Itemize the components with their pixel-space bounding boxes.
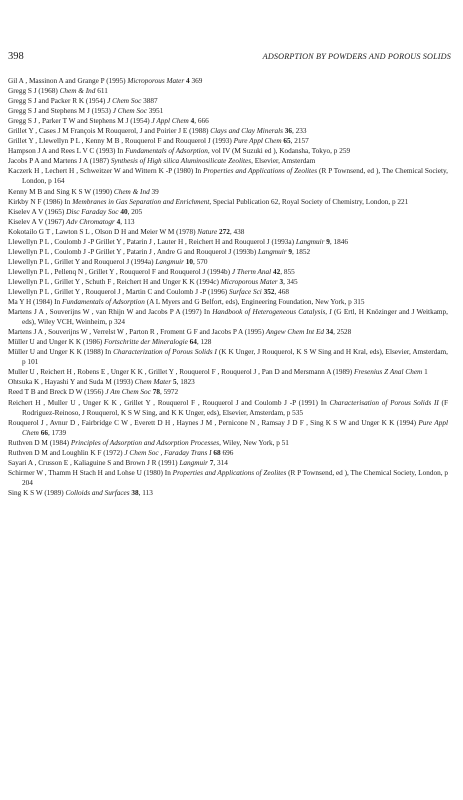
reference-text: (R P Townsend, ed ), The Chemical Society, London, p 204 xyxy=(22,468,448,487)
reference-text: , 2157 xyxy=(290,137,309,146)
reference-journal: Characterisation of Porous Solids II xyxy=(329,398,439,407)
reference-text: 39 xyxy=(149,187,159,196)
reference-journal: Microporous Mater xyxy=(127,77,185,85)
reference-text: , 438 xyxy=(229,227,245,236)
reference-entry xyxy=(8,448,448,458)
reference-entry xyxy=(8,227,448,237)
reference-text: Llewellyn P L , Grillet Y and Rouquerol J (1994a) xyxy=(8,257,156,266)
reference-text: Kiselev A V (1965) xyxy=(8,207,67,216)
reference-volume: 68 xyxy=(211,448,221,457)
reference-journal: Properties and Applications of Zeolites xyxy=(203,167,318,176)
reference-volume: 42 xyxy=(271,267,281,276)
reference-volume: 4 xyxy=(184,77,190,85)
reference-entry xyxy=(8,297,448,307)
reference-volume: 272 xyxy=(217,227,230,236)
reference-text: , Wiley, New York, p 51 xyxy=(219,438,289,447)
reference-volume: 64 xyxy=(187,338,197,347)
reference-entry xyxy=(8,146,448,156)
reference-entry xyxy=(8,307,448,327)
reference-journal: Membranes in Gas Separation and Enrichment xyxy=(72,197,210,206)
page-header xyxy=(8,51,451,63)
reference-journal: Chem Mater xyxy=(134,378,172,387)
reference-journal: Fortschritte der Mineralogie xyxy=(104,338,188,347)
reference-journal: Handbook of Heterogeneous Catalysis, I xyxy=(212,308,332,317)
reference-journal: Characterization of Porous Solids I xyxy=(113,348,217,357)
reference-journal: J Chem Soc , Faraday Trans I xyxy=(124,448,212,457)
reference-journal: Angew Chem Int Ed xyxy=(265,328,325,337)
reference-text: Kaczerk H , Lechert H , Schweitzer W and Wittern K -P (1980) In xyxy=(8,167,204,176)
reference-journal: Nature xyxy=(197,227,218,236)
reference-text: 696 xyxy=(220,448,234,457)
reference-text: Grillet Y , Llewellyn P L , Kenny M B , Rouquerol F and Rouquerol J (1993) xyxy=(8,137,234,146)
reference-entry xyxy=(8,347,448,367)
reference-text: 3887 xyxy=(141,97,158,106)
reference-entry xyxy=(8,468,448,488)
reference-entry xyxy=(8,327,448,337)
reference-entry xyxy=(8,96,448,106)
reference-text: Sing K S W (1989) xyxy=(8,488,66,497)
reference-text: , 570 xyxy=(193,257,208,266)
reference-entry xyxy=(8,187,448,197)
reference-text: Llewellyn P L , Grillet Y , Schuth F , Reichert H and Unger K K (1994c) xyxy=(8,277,221,286)
reference-volume: 36 xyxy=(282,127,293,136)
reference-journal: J Chem Soc xyxy=(107,97,142,106)
reference-text: 611 xyxy=(95,87,108,96)
reference-entry xyxy=(8,367,448,377)
reference-volume: 5 xyxy=(171,378,177,387)
reference-journal: Langmuir xyxy=(179,458,208,467)
reference-text: (F Rodriguez-Reinoso, J Rouquerol, K S W Sing, and K K Unger, eds), Elsevier, Amsterdam, p 535 xyxy=(22,398,448,417)
reference-text: 1 xyxy=(422,368,428,377)
reference-entry xyxy=(8,277,448,287)
reference-volume: 4 xyxy=(188,117,195,126)
running-header: ADSORPTION BY POWDERS AND POROUS SOLIDS xyxy=(262,52,451,61)
reference-entry xyxy=(8,387,448,397)
reference-text: Ma Y H (1984) In xyxy=(8,298,63,307)
reference-volume: 78 xyxy=(150,388,160,397)
reference-entry xyxy=(8,116,448,126)
reference-journal: J Therm Anal xyxy=(231,267,272,276)
reference-entry xyxy=(8,166,448,186)
reference-text: Martens J A , Souverijns W , Verrelst W , Parton R , Froment G F and Jacobs P A (1995) xyxy=(8,328,266,337)
reference-text: , 113 xyxy=(138,488,153,497)
reference-entry xyxy=(8,488,448,498)
reference-journal: Langmuir xyxy=(295,237,325,246)
reference-entry xyxy=(8,337,448,347)
reference-text: Kiselev A V (1967) xyxy=(8,217,67,226)
reference-text: , 5972 xyxy=(159,388,179,397)
reference-entry xyxy=(8,398,448,418)
reference-journal: Fundamentals of Adsorption xyxy=(125,147,208,156)
reference-entry xyxy=(8,197,448,207)
reference-text: 3951 xyxy=(146,107,164,116)
reference-journal: Langmuir xyxy=(155,257,184,266)
reference-text: , 2528 xyxy=(333,328,352,337)
reference-text: Grillet Y , Cases J M François M Rouquerol, J and Poirier J E (1988) xyxy=(8,127,211,136)
reference-text: , 113 xyxy=(120,217,135,226)
reference-journal: Principles of Adsorption and Adsorption Processes xyxy=(70,438,220,447)
reference-journal: Clays and Clay Minerals xyxy=(210,127,283,136)
reference-entry xyxy=(8,237,448,247)
reference-entry xyxy=(8,86,448,96)
reference-volume: 7 xyxy=(207,458,214,467)
reference-text: , Elsevier, Amsterdam xyxy=(251,157,316,166)
reference-text: Reichert H , Muller U , Unger K K , Grillet Y , Rouquerol F , Rouquerol J and Coulomb J -P (1991) In xyxy=(8,398,330,407)
reference-text: Kokotailo G T , Lawton S L , Olson D H and Meier W M (1978) xyxy=(8,227,198,236)
reference-text: Ruthven D M and Loughlin K F (1972) xyxy=(8,448,125,457)
reference-text: , 1739 xyxy=(47,428,67,437)
reference-journal: Chem & Ind xyxy=(59,87,96,96)
page-number: 398 xyxy=(8,51,24,62)
reference-text: , 855 xyxy=(280,267,295,276)
reference-text: Sayari A , Crusson E , Kaliaguine S and Brown J R (1991) xyxy=(8,458,180,467)
reference-text: , 1846 xyxy=(329,237,348,246)
reference-text: Rouquerol J , Avnur D , Fairbridge C W , Everett D H , Haynes J M , Pernicone N , Ramsay J D F , Sing K S W and Unger K K (1994) xyxy=(8,418,419,427)
reference-text: Müller U and Unger K K (1986) xyxy=(8,338,105,347)
reference-text: Martens J A , Souverijns W , van Rhijn W and Jacobs P A (1997) In xyxy=(8,308,213,317)
reference-journal: Fresenius Z Anal Chem xyxy=(354,368,423,377)
reference-text: , 233 xyxy=(292,127,307,136)
reference-journal: Pure Appl Chem xyxy=(233,137,282,146)
reference-text: Ruthven D M (1984) xyxy=(8,438,71,447)
reference-entry xyxy=(8,247,448,257)
reference-text: Hampson J A and Rees L V C (1993) In xyxy=(8,147,126,156)
reference-text: Gil A , Massinon A and Grange P (1995) xyxy=(8,77,128,85)
reference-entry xyxy=(8,257,448,267)
reference-text: , Special Publication 62, Royal Society of Chemistry, London, p 221 xyxy=(209,197,409,206)
reference-volume: 9 xyxy=(324,237,330,246)
reference-entry xyxy=(8,418,448,438)
reference-entry xyxy=(8,136,448,146)
reference-text: Llewellyn P L , Grillet Y , Rouquerol J , Martin C and Coulomb J -P (1996) xyxy=(8,287,229,296)
reference-journal: Colloids and Surfaces xyxy=(65,488,130,497)
reference-volume: 34 xyxy=(324,328,334,337)
reference-entry xyxy=(8,207,448,217)
reference-journal: J Chem Soc xyxy=(112,107,147,116)
reference-text: Kirkby N F (1986) In xyxy=(8,197,73,206)
reference-text: (K K Unger, J Rouquerol, K S W Sing and H Kral, eds), Elsevier, Amsterdam, p 101 xyxy=(22,348,448,367)
reference-entry xyxy=(8,106,448,116)
reference-journal: Properties and Applications of Zeolites xyxy=(172,468,287,477)
reference-volume: 3 xyxy=(277,277,284,286)
reference-journal: Fundamentals of Adsorption xyxy=(62,298,145,307)
reference-text: Muller U , Reichert H , Robens E , Unger K K , Grillet Y , Rouquerol F , Rouquerol J , Pan D and Mersmann A (1989) xyxy=(8,368,355,377)
reference-journal: Microporous Mater xyxy=(220,277,278,286)
reference-text: Gregg S J (1968) xyxy=(8,87,60,96)
reference-journal: Pure Appl Chem xyxy=(22,418,448,437)
reference-text: , 1852 xyxy=(292,247,311,256)
reference-journal: Chem & Ind xyxy=(113,187,150,196)
reference-entry xyxy=(8,458,448,468)
reference-entry xyxy=(8,438,448,448)
reference-journal: J Appl Chem xyxy=(151,117,189,126)
reference-text: 369 xyxy=(189,77,203,85)
reference-text: , 128 xyxy=(196,338,212,347)
reference-entry xyxy=(8,267,448,277)
reference-text: Schirmer W , Thamm H Stach H and Lohse U (1980) In xyxy=(8,468,173,477)
reference-volume: 38 xyxy=(129,488,139,497)
reference-text: , 314 xyxy=(213,458,228,467)
reference-text: , 345 xyxy=(283,277,298,286)
reference-text: , 666 xyxy=(194,117,209,126)
reference-text: Llewellyn P L , Pellenq N , Grillet Y , Rouquerol F and Rouquerol J (1994b) xyxy=(8,267,232,276)
reference-journal: Langmuir xyxy=(257,247,287,256)
reference-volume: 65 xyxy=(281,137,291,146)
reference-text: , vol IV (M Suzuki ed ), Kodansha, Tokyo, p 259 xyxy=(207,147,351,156)
reference-text: (G Ertl, H Knözinger and J Weitkamp, eds), Wiley VCH, Weinheim, p 324 xyxy=(22,308,448,327)
reference-journal: Surface Sci xyxy=(228,287,262,296)
reference-entry xyxy=(8,76,448,86)
reference-text: Ohtsuka K , Hayashi Y and Suda M (1993) xyxy=(8,378,135,387)
reference-text: (A L Myers and G Belfort, eds), Engineering Foundation, New York, p 315 xyxy=(144,298,365,307)
reference-journal: Adv Chromatogr xyxy=(66,217,115,226)
reference-volume: 66 xyxy=(38,428,48,437)
reference-journal: J Am Chem Soc xyxy=(105,388,151,397)
reference-text: (R P Townsend, ed ), The Chemical Society, London, p 164 xyxy=(22,167,448,186)
reference-volume: 10 xyxy=(183,257,193,266)
reference-entry xyxy=(8,287,448,297)
reference-text: , 1823 xyxy=(176,378,195,387)
reference-entry xyxy=(8,217,448,227)
reference-entry xyxy=(8,377,448,387)
reference-text: , 205 xyxy=(127,207,143,216)
reference-volume: 40 xyxy=(118,207,128,216)
reference-journal: Disc Faraday Soc xyxy=(66,207,119,216)
reference-text: Llewellyn P L , Coulomb J -P Grillet Y , Patarin J , Lauter H , Reichert H and Rouquerol J (1993a) xyxy=(8,237,296,246)
reference-text: Gregg S J and Stephens M J (1953) xyxy=(8,107,113,116)
reference-entry xyxy=(8,126,448,136)
reference-text: Llewellyn P L , Coulomb J -P Grillet Y , Patarin J , Andre G and Rouquerol J (1993b) xyxy=(8,247,258,256)
reference-text: Gregg S J and Packer R K (1954) xyxy=(8,97,108,106)
reference-text: Gregg S J , Parker T W and Stephens M J (1954) xyxy=(8,117,152,126)
reference-volume: 4 xyxy=(114,217,121,226)
reference-journal: Synthesis of High silica Aluminosilicate Zeolites xyxy=(110,157,252,166)
reference-text: , 468 xyxy=(274,287,289,296)
reference-text: Reed T B and Breck D W (1956) xyxy=(8,388,106,397)
reference-entry xyxy=(8,156,448,166)
reference-volume: 9 xyxy=(286,247,293,256)
reference-text: Müller U and Unger K K (1988) In xyxy=(8,348,114,357)
reference-text: Jacobs P A and Martens J A (1987) xyxy=(8,157,111,166)
reference-list xyxy=(8,76,448,498)
reference-volume: 352 xyxy=(261,287,275,296)
reference-text: Kenny M B and Sing K S W (1990) xyxy=(8,187,114,196)
